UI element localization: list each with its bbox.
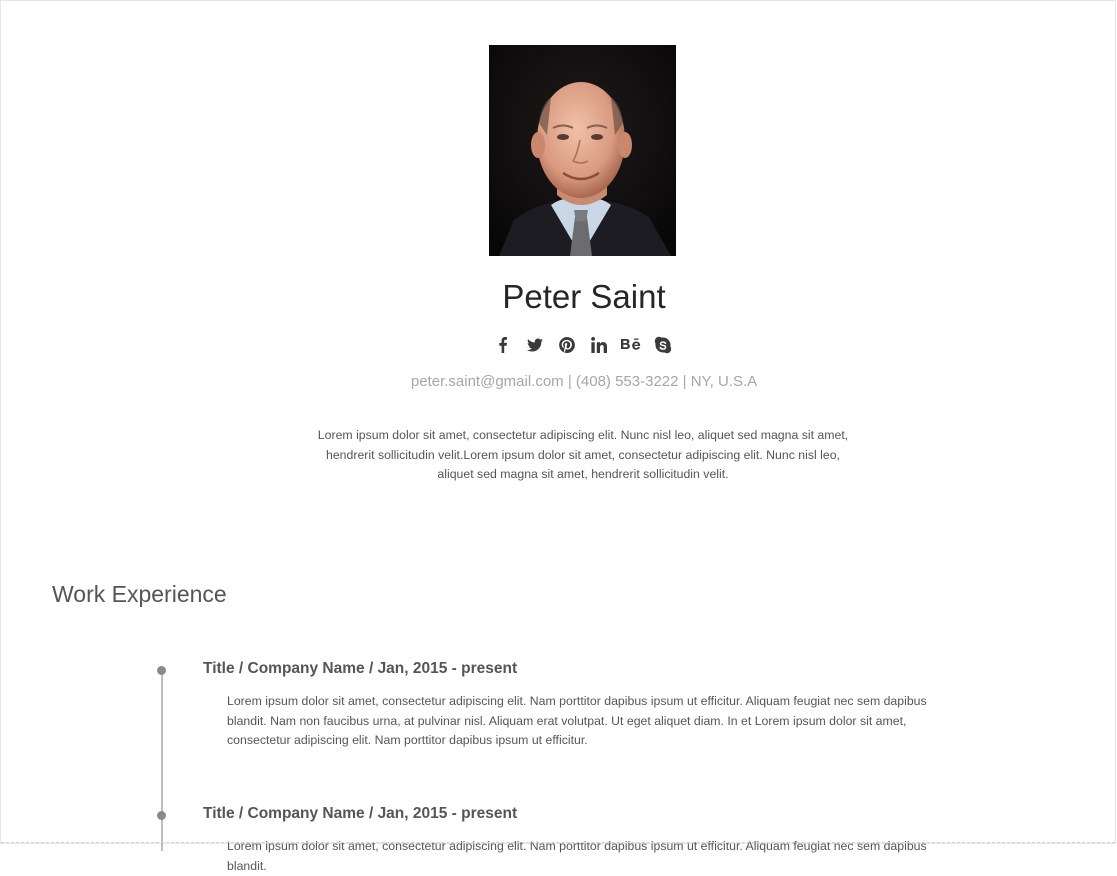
pinterest-icon[interactable] [557,335,577,355]
social-links [493,334,673,356]
timeline-line [161,671,163,851]
linkedin-icon[interactable] [589,335,609,355]
job-description: Lorem ipsum dolor sit amet, consectetur adipiscing elit. Nam porttitor dapibus ipsum ut efficitur. Aliquam feugiat nec sem dapibus blandit. [227,839,927,873]
facebook-icon[interactable] [493,335,513,355]
timeline-dot [157,811,166,820]
profile-bio: Lorem ipsum dolor sit amet, consectetur adipiscing elit. Nunc nisl leo, aliquet sed magna sit amet, hendrerit sollicitudin velit.Lorem ipsum dolor sit amet, consectetur adipiscing elit. Nunc nisl leo, aliquet sed magna sit amet, hendrerit sollicitudin velit. [317,428,849,481]
contact-info: peter.saint@gmail.com | (408) 553-3222 | NY, U.S.A [410,373,758,390]
job-title: Title / Company Name / Jan, 2015 - present [203,660,518,677]
work-experience-heading: Work Experience [52,581,227,607]
job-title: Title / Company Name / Jan, 2015 - present [203,805,518,822]
job-description: Lorem ipsum dolor sit amet, consectetur adipiscing elit. Nam porttitor dapibus ipsum ut efficitur. Aliquam feugiat nec sem dapibus blandit. Nam non faucibus urna, at pulvinar nisl. Aliquam erat volutpat. Ut eget aliquet diam. In et Lorem ipsum dolor sit amet, consectetur adipiscing elit. Nam porttitor dapibus ipsum ut efficitur. [227,694,927,747]
twitter-icon[interactable] [525,335,545,355]
skype-icon[interactable] [653,335,673,355]
page-bottom-divider [1,842,1115,843]
profile-photo [489,45,676,256]
behance-icon[interactable] [621,335,641,355]
profile-name: Peter Saint [502,278,666,315]
timeline-dot [157,666,166,675]
profile-photo-image [489,45,676,256]
